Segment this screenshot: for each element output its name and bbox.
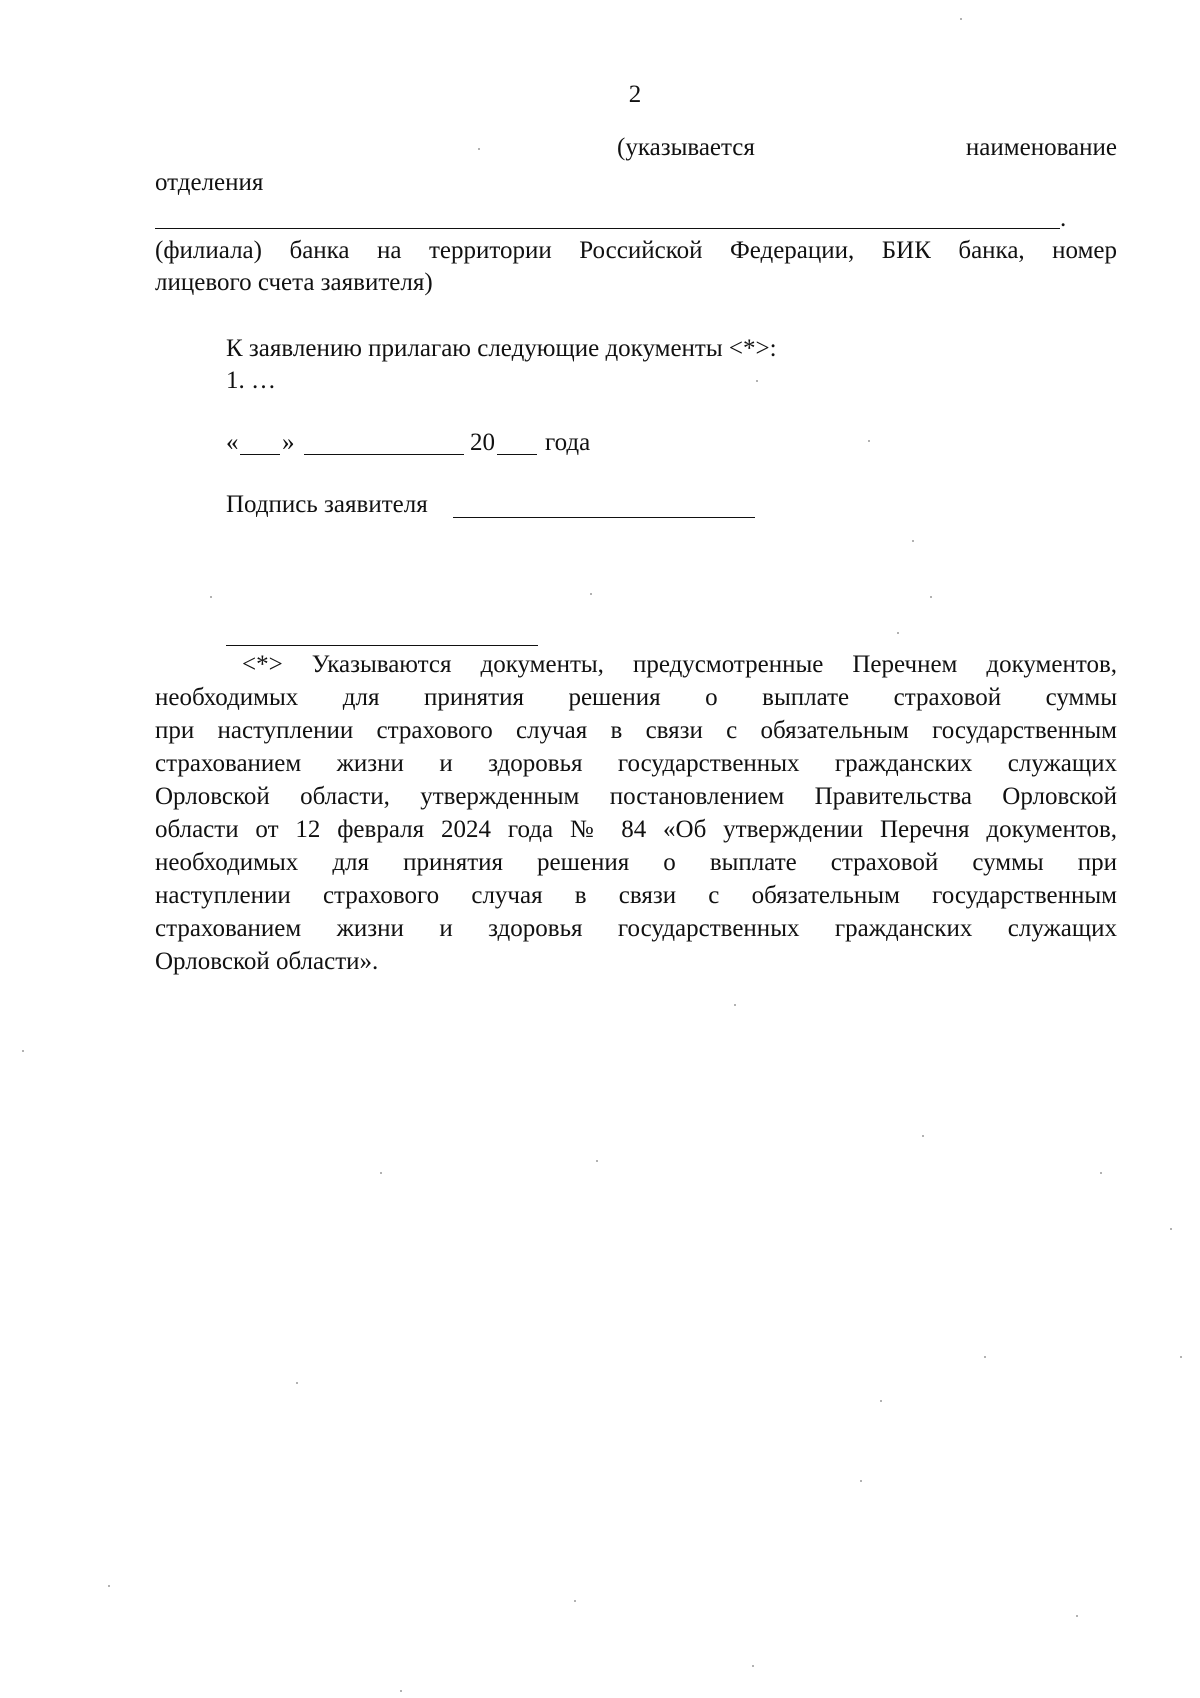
date-open-quote: « <box>226 429 239 456</box>
attachments-intro: К заявлению прилагаю следующие документы <*>: <box>226 335 777 362</box>
name-label: наименование <box>965 134 1117 161</box>
footnote-line: страхованием жизни и здоровья государственных гражданских служащих <box>155 915 1117 942</box>
footnote-last-line: Орловской области». <box>155 948 379 975</box>
footnote-line: необходимых для принятия решения о выплате страховой суммы при <box>155 849 1117 876</box>
date-year-blank <box>497 454 537 455</box>
footnote-line: страхованием жизни и здоровья государственных гражданских служащих <box>155 750 1117 777</box>
date-year-word: года <box>545 429 591 456</box>
bank-details-line-2: лицевого счета заявителя) <box>155 269 433 296</box>
bank-details-blank-line <box>155 228 1060 229</box>
bank-details-line-1: (филиала) банка на территории Российской Федерации, БИК банка, номер <box>155 237 1117 264</box>
date-year-prefix: 20 <box>470 429 495 456</box>
attachments-item-1: 1. … <box>226 367 276 394</box>
blank-line-period: . <box>1060 205 1067 232</box>
footnote-line: <*> Указываются документы, предусмотренные Перечнем документов, <box>242 651 1117 678</box>
indicated-label: (указывается <box>617 134 755 161</box>
footnote-line: при наступлении страхового случая в связи с обязательным государственным <box>155 717 1117 744</box>
footnote-separator <box>226 645 538 646</box>
date-month-blank <box>304 454 464 455</box>
footnote-line: области от 12 февраля 2024 года № 84 «Об утверждении Перечня документов, <box>155 816 1117 843</box>
branch-label: отделения <box>155 169 264 196</box>
date-day-blank <box>240 454 280 455</box>
date-close-quote: » <box>282 429 295 456</box>
footnote-line: наступлении страхового случая в связи с обязательным государственным <box>155 882 1117 909</box>
footnote-line: необходимых для принятия решения о выплате страховой суммы <box>155 684 1117 711</box>
signature-label: Подпись заявителя <box>226 491 428 518</box>
page-number: 2 <box>628 81 642 108</box>
footnote-line: Орловской области, утвержденным постановлением Правительства Орловской <box>155 783 1117 810</box>
signature-blank-line <box>453 517 755 518</box>
